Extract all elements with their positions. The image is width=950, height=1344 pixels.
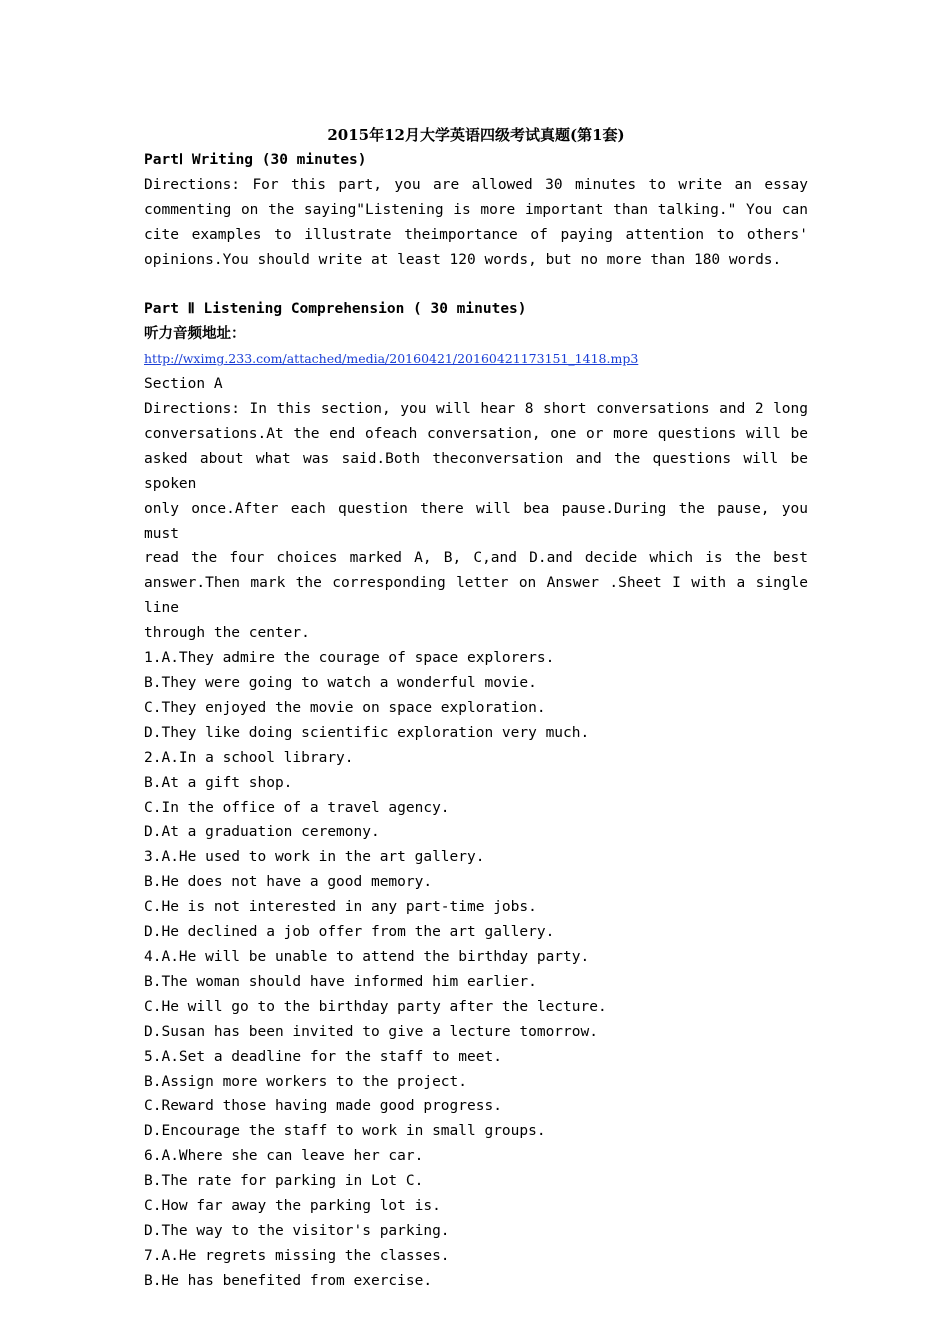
option-line: B.The woman should have informed him earlier. [144,973,537,990]
paragraph-line: conversations.At the end ofeach conversation, one or more questions will be [144,425,808,442]
option-line: C.Reward those having made good progress. [144,1098,502,1115]
option-line: C.How far away the parking lot is. [144,1198,441,1215]
part1-directions [144,173,808,273]
option-line: 1.A.They admire the courage of space explorers. [144,650,555,667]
option-line: 7.A.He regrets missing the classes. [144,1247,450,1264]
option-line: C.He is not interested in any part-time jobs. [144,899,537,916]
option-line: D.Encourage the staff to work in small groups. [144,1123,546,1140]
option-line: B.He has benefited from exercise. [144,1272,433,1289]
paragraph-line: Directions: In this section, you will hear 8 short conversations and 2 long [144,401,808,418]
option-line: 3.A.He used to work in the art gallery. [144,849,485,866]
option-line: B.At a gift shop. [144,774,293,791]
option-line: C.In the office of a travel agency. [144,799,450,816]
paragraph-line: read the four choices marked A, B, C,and D.and decide which is the best [144,550,808,567]
audio-link[interactable]: http://wximg.233.com/attached/media/20160421/20160421173151_1418.mp3 [144,351,639,367]
part2-directions [144,397,808,646]
document-content [144,122,808,1294]
section-heading: Section A [144,376,223,393]
paragraph-line: Directions: For this part, you are allowed 30 minutes to write an essay [144,176,808,193]
option-line: D.Susan has been invited to give a lecture tomorrow. [144,1023,598,1040]
spacer [144,273,808,298]
option-line: D.At a graduation ceremony. [144,824,380,841]
option-line: D.He declined a job offer from the art gallery. [144,924,555,941]
option-line: D.The way to the visitor's parking. [144,1222,450,1239]
part2-heading: Part Ⅱ Listening Comprehension ( 30 minutes) [144,301,527,318]
option-line: C.They enjoyed the movie on space exploration. [144,699,546,716]
paragraph-line: asked about what was said.Both theconversation and the questions will be spoken [144,450,808,492]
option-line: B.He does not have a good memory. [144,874,433,891]
option-line: 5.A.Set a deadline for the staff to meet. [144,1048,502,1065]
option-line: 4.A.He will be unable to attend the birthday party. [144,948,590,965]
option-line: C.He will go to the birthday party after the lecture. [144,998,607,1015]
paragraph-line: only once.After each question there will bea pause.During the pause, you must [144,500,808,542]
paragraph-line: opinions.You should write at least 120 words, but no more than 180 words. [144,251,782,268]
audio-label: 听力音频地址： [144,326,246,343]
paragraph-line: answer.Then mark the corresponding letter on Answer .Sheet I with a single line [144,575,808,617]
option-line: B.The rate for parking in Lot C. [144,1173,424,1190]
option-line: 6.A.Where she can leave her car. [144,1148,424,1165]
option-line: B.Assign more workers to the project. [144,1073,468,1090]
option-line: 2.A.In a school library. [144,749,354,766]
paragraph-line: commenting on the saying"Listening is more important than talking." You can [144,201,808,218]
part1-heading: PartⅠ Writing (30 minutes) [144,152,367,168]
option-line: B.They were going to watch a wonderful movie. [144,675,537,692]
paragraph-line: through the center. [144,625,310,642]
paragraph-line: cite examples to illustrate theimportance of paying attention to others' [144,226,808,243]
option-line: D.They like doing scientific exploration very much. [144,724,590,741]
question-options [144,646,808,1294]
page-title: 2015年12月大学英语四级考试真题(第1套) [327,126,625,144]
